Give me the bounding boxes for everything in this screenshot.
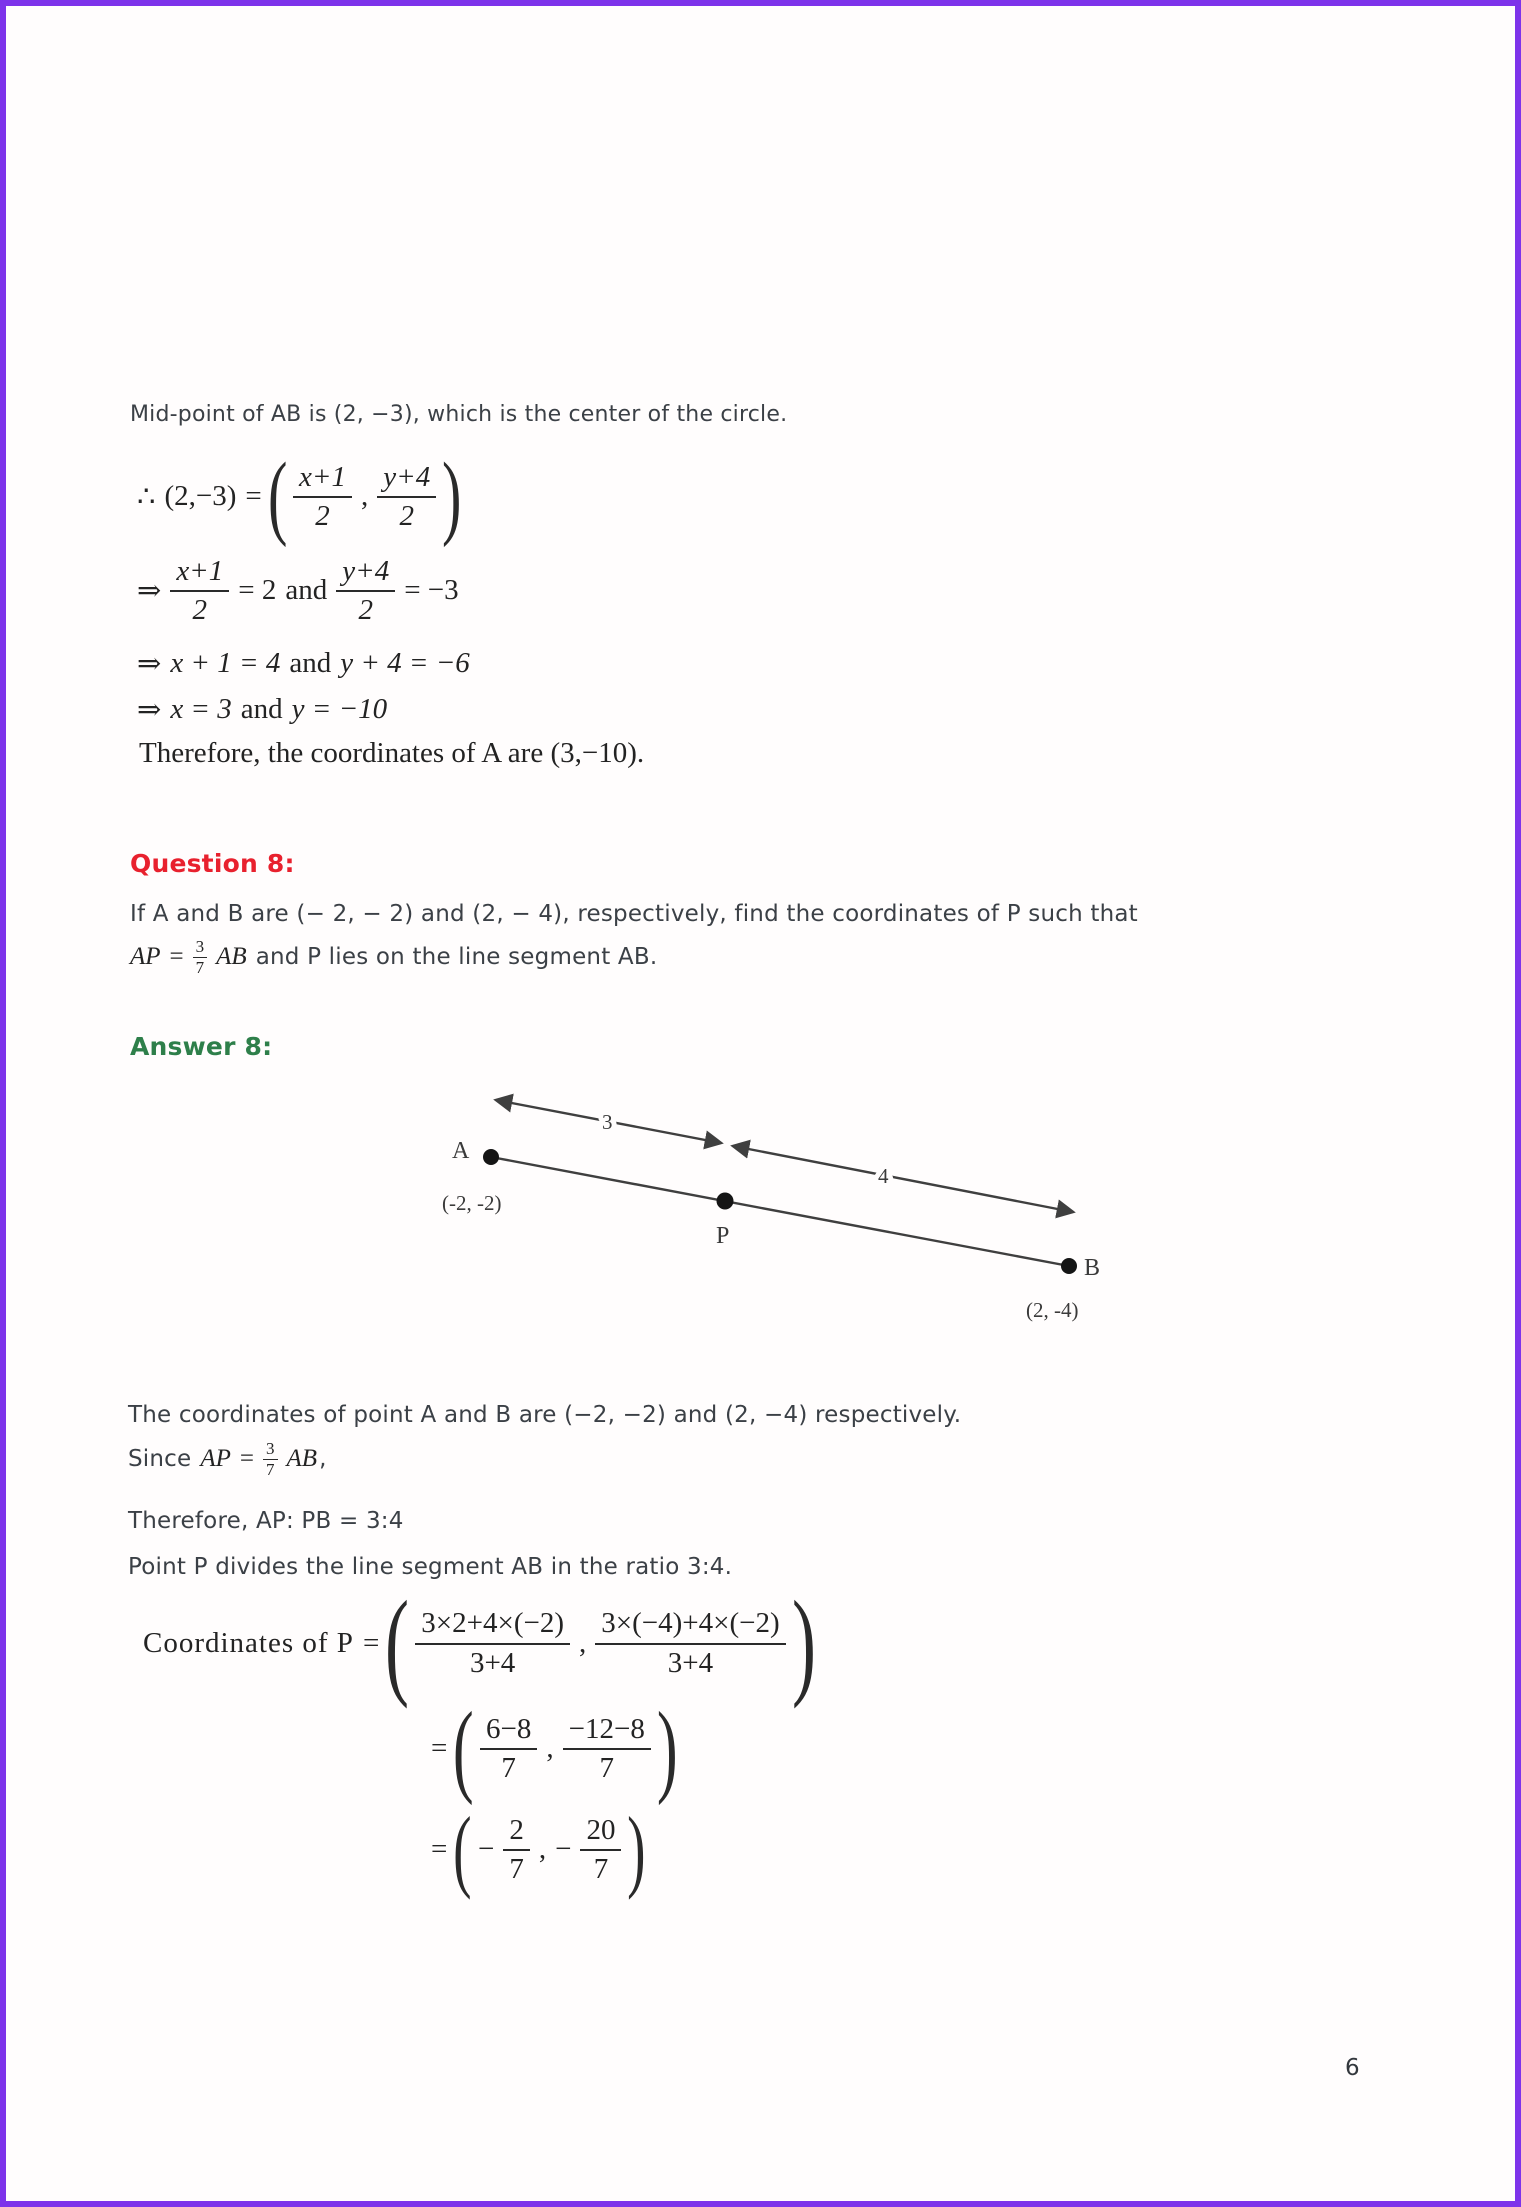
comma: , xyxy=(361,480,369,513)
fraction-y-coordinate xyxy=(595,1607,785,1679)
numerator: 3 xyxy=(193,938,208,958)
right-paren: ) xyxy=(442,444,462,548)
left-paren: ( xyxy=(453,1691,475,1806)
answer-body-1: The coordinates of point A and B are (−2, −2) and (2, −4) respectively. xyxy=(128,1402,962,1428)
fraction-y-plus-4-over-2 xyxy=(377,461,436,533)
point-b-dot xyxy=(1061,1258,1077,1274)
intro-line: Mid-point of AB is (2, −3), which is the center of the circle. xyxy=(130,402,788,427)
label-p: P xyxy=(716,1223,730,1249)
equals-sign: = xyxy=(362,1626,380,1659)
equals-sign: = xyxy=(431,1833,448,1866)
segment-label-4: 4 xyxy=(878,1164,889,1188)
left-paren: ( xyxy=(267,444,288,548)
answer-heading: Answer 8: xyxy=(130,1032,273,1061)
point-a-dot xyxy=(483,1149,499,1165)
numerator: 20 xyxy=(580,1814,621,1851)
comma: , xyxy=(538,1833,547,1866)
point-p-dot xyxy=(717,1193,734,1210)
right-paren: ) xyxy=(627,1798,646,1900)
left-paren: ( xyxy=(385,1576,410,1709)
denominator: 2 xyxy=(192,594,208,627)
conclusion-line: Therefore, the coordinates of A are (3,−10). xyxy=(139,737,645,769)
numerator: 2 xyxy=(503,1814,530,1851)
expression: y = −10 xyxy=(291,693,388,725)
equals-sign: = xyxy=(245,480,262,513)
numerator: 6−8 xyxy=(480,1713,537,1750)
fraction-2-over-7 xyxy=(503,1814,530,1886)
midpoint-equation xyxy=(137,444,462,548)
since-word: Since xyxy=(128,1446,192,1473)
denominator: 2 xyxy=(358,594,373,627)
fraction-3-over-7 xyxy=(263,1440,278,1479)
and-word: and xyxy=(285,574,328,607)
numerator: 3×2+4×(−2) xyxy=(415,1607,570,1644)
expression: x = 3 xyxy=(170,693,232,725)
fraction-x-plus-1-over-2 xyxy=(170,555,229,627)
left-paren: ( xyxy=(453,1798,472,1900)
denominator: 3+4 xyxy=(469,1646,516,1679)
denominator: 7 xyxy=(501,1752,516,1785)
answer-since-line xyxy=(128,1440,327,1479)
answer-body-3: Therefore, AP: PB = 3:4 xyxy=(128,1508,404,1534)
implies-symbol: ⇒ xyxy=(137,575,162,608)
expression: y + 4 = −6 xyxy=(340,647,470,679)
ap-term: AP xyxy=(130,943,161,971)
segment-label-3: 3 xyxy=(602,1110,613,1134)
denominator: 7 xyxy=(599,1752,614,1785)
minus-sign: − xyxy=(555,1833,572,1866)
numerator: y+4 xyxy=(336,555,395,592)
step-equation-2 xyxy=(137,646,470,681)
coordinates-equation xyxy=(143,1576,816,1709)
question-heading: Question 8: xyxy=(130,849,295,878)
ab-term: AB xyxy=(286,1445,318,1473)
answer-body-4: Point P divides the line segment AB in the ratio 3:4. xyxy=(128,1554,733,1580)
denominator: 7 xyxy=(266,1459,275,1479)
fraction-6-minus-8-over-7 xyxy=(480,1713,537,1785)
comma: , xyxy=(319,1446,327,1473)
equals-sign: = xyxy=(431,1732,448,1765)
coord-b: (2, -4) xyxy=(1026,1298,1079,1322)
ap-term: AP xyxy=(200,1445,231,1473)
implies-symbol: ⇒ xyxy=(137,648,162,680)
midpoint-lhs: (2,−3) xyxy=(164,480,237,513)
coord-a: (-2, -2) xyxy=(442,1191,502,1215)
comma: , xyxy=(546,1732,554,1765)
step-equation-3 xyxy=(137,692,387,727)
numerator: x+1 xyxy=(170,555,229,592)
fraction-y-plus-4-over-2 xyxy=(336,555,395,627)
page-number: 6 xyxy=(1345,2055,1360,2081)
denominator: 3+4 xyxy=(667,1646,714,1679)
denominator: 7 xyxy=(593,1853,609,1886)
step-equation-1 xyxy=(137,555,459,627)
question-line-2 xyxy=(130,938,657,977)
ab-term: AB xyxy=(216,943,247,971)
numerator: 3×(−4)+4×(−2) xyxy=(595,1607,785,1644)
comma: , xyxy=(579,1626,587,1659)
numerator: 3 xyxy=(263,1440,278,1460)
minus-sign: − xyxy=(478,1833,495,1866)
equals-2: = 2 xyxy=(238,574,277,607)
question-line-2-rest: and P lies on the line segment AB. xyxy=(255,944,658,971)
fraction-x-coordinate xyxy=(415,1607,570,1679)
denominator: 2 xyxy=(399,500,414,533)
fraction-x-plus-1-over-2 xyxy=(293,461,352,533)
and-word: and xyxy=(240,693,283,725)
therefore-symbol: ∴ xyxy=(137,481,156,514)
equals-sign: = xyxy=(239,1445,255,1473)
right-paren: ) xyxy=(791,1576,816,1709)
right-paren: ) xyxy=(656,1691,678,1806)
question-line-1: If A and B are (− 2, − 2) and (2, − 4), respectively, find the coordinates of P such that xyxy=(130,901,1138,927)
denominator: 7 xyxy=(509,1853,524,1886)
fraction-3-over-7 xyxy=(193,938,208,977)
numerator: y+4 xyxy=(377,461,436,498)
equals-minus-3: = −3 xyxy=(404,574,459,607)
fraction-minus-12-minus-8-over-7 xyxy=(563,1713,651,1785)
coordinates-label: Coordinates of P xyxy=(143,1626,354,1659)
numerator: −12−8 xyxy=(563,1713,651,1750)
fraction-20-over-7 xyxy=(580,1814,621,1886)
final-answer-equation xyxy=(431,1798,646,1900)
segment-arrow-4 xyxy=(733,1146,1073,1212)
equals-sign: = xyxy=(169,943,184,971)
line-ab xyxy=(491,1157,1069,1266)
label-b: B xyxy=(1084,1255,1101,1281)
numerator: x+1 xyxy=(293,461,352,498)
denominator: 7 xyxy=(195,957,205,977)
denominator: 2 xyxy=(315,500,330,533)
expression: x + 1 = 4 xyxy=(170,647,281,679)
simplified-equation-1 xyxy=(431,1691,678,1806)
and-word: and xyxy=(289,647,332,679)
implies-symbol: ⇒ xyxy=(137,694,162,726)
label-a: A xyxy=(452,1138,470,1164)
line-segment-diagram xyxy=(426,1056,1126,1326)
